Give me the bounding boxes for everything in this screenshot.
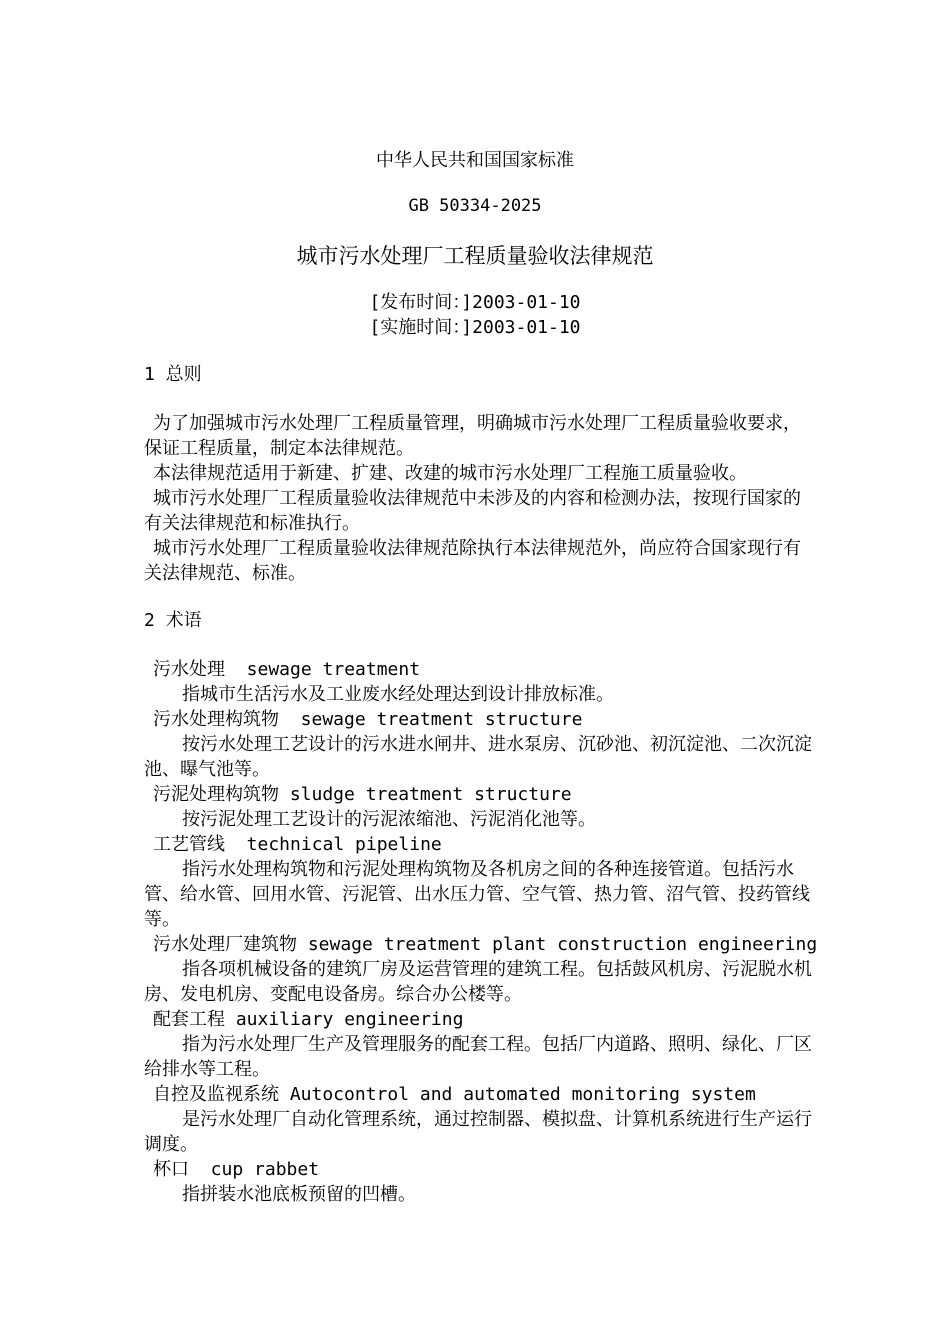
term-name: 杯口 cup rabbet xyxy=(153,1159,320,1180)
term-entry xyxy=(144,782,812,832)
term-definition: 指污水处理构筑物和污泥处理构筑物及各机房之间的各种连接管道。包括污水管、给水管、回用水管、污泥管、出水压力管、空气管、热力管、沼气管、投药管线等。 xyxy=(144,859,810,930)
term-definition: 指各项机械设备的建筑厂房及运营管理的建筑工程。包括鼓风机房、污泥脱水机房、发电机房、变配电设备房。综合办公楼等。 xyxy=(144,959,812,1005)
term-entry xyxy=(144,657,812,707)
term-definition: 按污水处理工艺设计的污水进水闸井、进水泵房、沉砂池、初沉淀池、二次沉淀池、曝气池等。 xyxy=(144,734,812,780)
date-block xyxy=(0,290,950,340)
term-name: 污泥处理构筑物 sludge treatment structure xyxy=(153,784,572,805)
term-name: 污水处理 sewage treatment xyxy=(153,659,421,680)
term-definition: 指为污水处理厂生产及管理服务的配套工程。包括厂内道路、照明、绿化、厂区给排水等工程。 xyxy=(144,1034,812,1080)
paragraph: 本法律规范适用于新建、扩建、改建的城市污水处理厂工程施工质量验收。 xyxy=(153,463,747,484)
section-title-general: 1 总则 xyxy=(144,364,202,385)
term-definition: 指拼装水池底板预留的凹槽。 xyxy=(182,1184,416,1205)
term-name: 工艺管线 technical pipeline xyxy=(153,834,442,855)
standard-code: GB 50334-2025 xyxy=(408,196,542,216)
term-name: 自控及监视系统 Autocontrol and automated monitoring system xyxy=(153,1084,756,1105)
paragraph: 为了加强城市污水处理厂工程质量管理，明确城市污水处理厂工程质量验收要求，保证工程质量，制定本法律规范。 xyxy=(144,413,801,459)
term-entry xyxy=(144,1082,812,1157)
term-name: 污水处理构筑物 sewage treatment structure xyxy=(153,709,583,730)
paragraph: 城市污水处理厂工程质量验收法律规范中未涉及的内容和检测办法，按现行国家的有关法律规范和标准执行。 xyxy=(144,488,801,534)
document-title: 城市污水处理厂工程质量验收法律规范 xyxy=(296,244,654,268)
term-entry xyxy=(144,707,812,782)
section-title-terms: 2 术语 xyxy=(144,610,202,631)
term-entry xyxy=(144,1157,812,1207)
term-name: 配套工程 auxiliary engineering xyxy=(153,1009,464,1030)
term-definition: 是污水处理厂自动化管理系统，通过控制器、模拟盘、计算机系统进行生产运行调度。 xyxy=(144,1109,812,1155)
term-entry xyxy=(144,1007,812,1082)
term-entry xyxy=(144,932,818,1007)
document-body xyxy=(144,362,818,1207)
publish-date: [发布时间：]2003-01-10 xyxy=(369,292,581,313)
standard-org-heading: 中华人民共和国国家标准 xyxy=(376,150,574,171)
term-entry xyxy=(144,832,812,932)
effective-date: [实施时间：]2003-01-10 xyxy=(369,317,581,338)
paragraph: 城市污水处理厂工程质量验收法律规范除执行本法律规范外，尚应符合国家现行有关法律规范、标准。 xyxy=(144,538,801,584)
term-definition: 指城市生活污水及工业废水经处理达到设计排放标准。 xyxy=(182,684,614,705)
term-definition: 按污泥处理工艺设计的污泥浓缩池、污泥消化池等。 xyxy=(182,809,596,830)
term-name: 污水处理厂建筑物 sewage treatment plant construction engineering xyxy=(153,934,818,955)
